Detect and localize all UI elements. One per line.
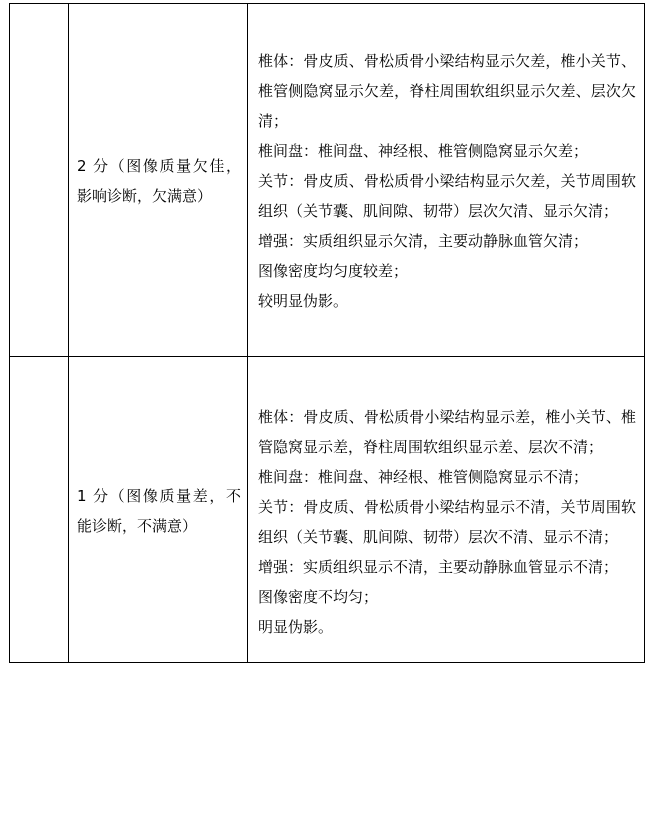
description-paragraph: 增强：实质组织显示欠清，主要动静脉血管欠清； bbox=[258, 232, 589, 250]
table-cell-score-label bbox=[69, 4, 248, 357]
score-label-text: 1 分（图像质量差，不能诊断，不满意） bbox=[77, 486, 241, 535]
image-quality-criteria-table bbox=[9, 3, 645, 663]
description-paragraph: 较明显伪影。 bbox=[258, 292, 349, 310]
description-block bbox=[248, 4, 644, 356]
description-paragraph: 明显伪影。 bbox=[258, 618, 334, 636]
description-paragraph: 椎间盘：椎间盘、神经根、椎管侧隐窝显示不清； bbox=[258, 468, 589, 486]
description-paragraph: 关节：骨皮质、骨松质骨小梁结构显示不清，关节周围软组织（关节囊、肌间隙、韧带）层次不清、显示不清； bbox=[258, 498, 636, 546]
description-paragraph: 图像密度不均匀； bbox=[258, 588, 379, 606]
table-cell-category-blank bbox=[10, 4, 69, 357]
table-row bbox=[10, 357, 645, 663]
table-cell-description bbox=[248, 357, 645, 663]
table-cell-category-blank bbox=[10, 357, 69, 663]
document-page bbox=[0, 3, 646, 840]
table-row bbox=[10, 4, 645, 357]
description-block bbox=[248, 357, 644, 662]
description-paragraph: 椎体：骨皮质、骨松质骨小梁结构显示差，椎小关节、椎管隐窝显示差，脊柱周围软组织显示差、层次不清； bbox=[258, 408, 636, 456]
score-label-text: 2 分（图像质量欠佳，影响诊断，欠满意） bbox=[77, 157, 241, 205]
description-paragraph: 图像密度均匀度较差； bbox=[258, 262, 409, 280]
description-paragraph: 椎体：骨皮质、骨松质骨小梁结构显示欠差，椎小关节、椎管侧隐窝显示欠差，脊柱周围软组织显示欠差、层次欠清； bbox=[258, 52, 636, 130]
table-cell-score-label bbox=[69, 357, 248, 663]
description-paragraph: 椎间盘：椎间盘、神经根、椎管侧隐窝显示欠差； bbox=[258, 142, 589, 160]
description-paragraph: 关节：骨皮质、骨松质骨小梁结构显示欠差，关节周围软组织（关节囊、肌间隙、韧带）层次欠清、显示欠清； bbox=[258, 172, 636, 220]
description-paragraph: 增强：实质组织显示不清，主要动静脉血管显示不清； bbox=[258, 558, 619, 576]
table-cell-description bbox=[248, 4, 645, 357]
